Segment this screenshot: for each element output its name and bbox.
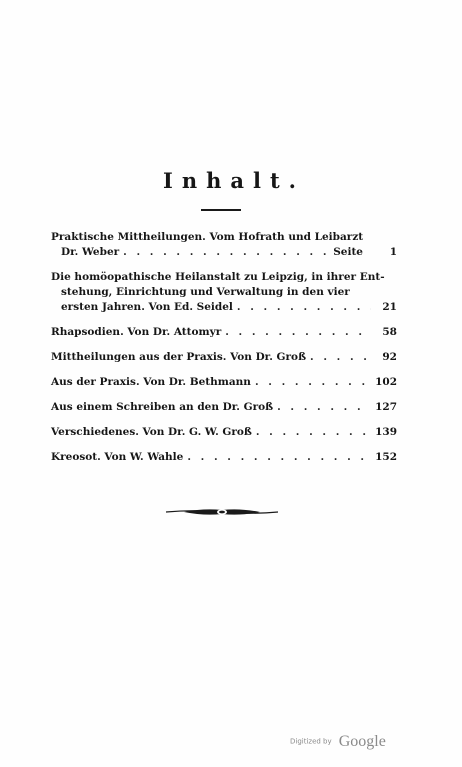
toc-entry-line bbox=[51, 425, 397, 440]
dot-leader bbox=[187, 450, 371, 465]
seite-label: Seite bbox=[333, 246, 363, 258]
ornament-divider-icon bbox=[164, 505, 280, 519]
toc-entry-text: Verschiedenes. Von Dr. G. W. Groß bbox=[51, 426, 252, 438]
google-logo: Google bbox=[338, 732, 386, 750]
toc-entry-text: Die homöopathische Heilanstalt zu Leipzig, in ihrer Ent- bbox=[51, 271, 385, 283]
toc-entry-line bbox=[51, 230, 397, 245]
toc-entry-text: stehung, Einrichtung und Verwaltung in den vier bbox=[61, 286, 350, 298]
dot-leader bbox=[256, 425, 371, 440]
watermark-prefix: Digitized by bbox=[290, 737, 332, 746]
toc-page-number: 92 bbox=[382, 351, 397, 363]
title-underline bbox=[201, 209, 241, 211]
toc-page-number: 102 bbox=[375, 376, 397, 388]
toc-entry bbox=[51, 400, 397, 415]
toc-page-number: 152 bbox=[375, 451, 397, 463]
toc-entry bbox=[51, 270, 397, 315]
toc-page-number: 58 bbox=[382, 326, 397, 338]
toc-entry bbox=[51, 350, 397, 365]
toc-entry-line bbox=[51, 325, 397, 340]
toc-entry-line bbox=[51, 400, 397, 415]
dot-leader bbox=[237, 300, 371, 315]
dot-leader bbox=[277, 400, 371, 415]
toc-entry-text: Mittheilungen aus der Praxis. Von Dr. Groß bbox=[51, 351, 307, 363]
toc-entry-text: Dr. Weber bbox=[61, 246, 120, 258]
toc-entry-line bbox=[51, 450, 397, 465]
toc-entry bbox=[51, 425, 397, 440]
toc-entry-text: Aus einem Schreiben an den Dr. Groß bbox=[51, 401, 274, 413]
toc-entry-line bbox=[51, 300, 397, 315]
toc-entry-text: Aus der Praxis. Von Dr. Bethmann bbox=[51, 376, 251, 388]
toc-entry-text: Rhapsodien. Von Dr. Attomyr bbox=[51, 326, 222, 338]
table-of-contents bbox=[51, 230, 397, 475]
toc-entry-line bbox=[51, 375, 397, 390]
toc-entry bbox=[51, 375, 397, 390]
toc-entry-line bbox=[51, 350, 397, 365]
toc-entry bbox=[51, 230, 397, 260]
dot-leader bbox=[225, 325, 371, 340]
toc-entry bbox=[51, 450, 397, 465]
toc-entry-line bbox=[51, 270, 397, 285]
toc-page-number: 139 bbox=[375, 426, 397, 438]
toc-entry-line bbox=[51, 245, 397, 260]
toc-page-number: 1 bbox=[389, 246, 397, 258]
toc-page-number: 127 bbox=[375, 401, 397, 413]
page-title: Inhalt. bbox=[163, 168, 305, 193]
toc-entry-text: ersten Jahren. Von Ed. Seidel bbox=[61, 301, 233, 313]
dot-leader bbox=[123, 245, 329, 260]
dot-leader bbox=[310, 350, 371, 365]
toc-page-number: 21 bbox=[382, 301, 397, 313]
toc-entry-text: Praktische Mittheilungen. Vom Hofrath und Leibarzt bbox=[51, 231, 364, 243]
digitization-watermark bbox=[290, 731, 400, 751]
dot-leader bbox=[255, 375, 371, 390]
toc-entry bbox=[51, 325, 397, 340]
toc-entry-line bbox=[51, 285, 397, 300]
toc-entry-text: Kreosot. Von W. Wahle bbox=[51, 451, 184, 463]
